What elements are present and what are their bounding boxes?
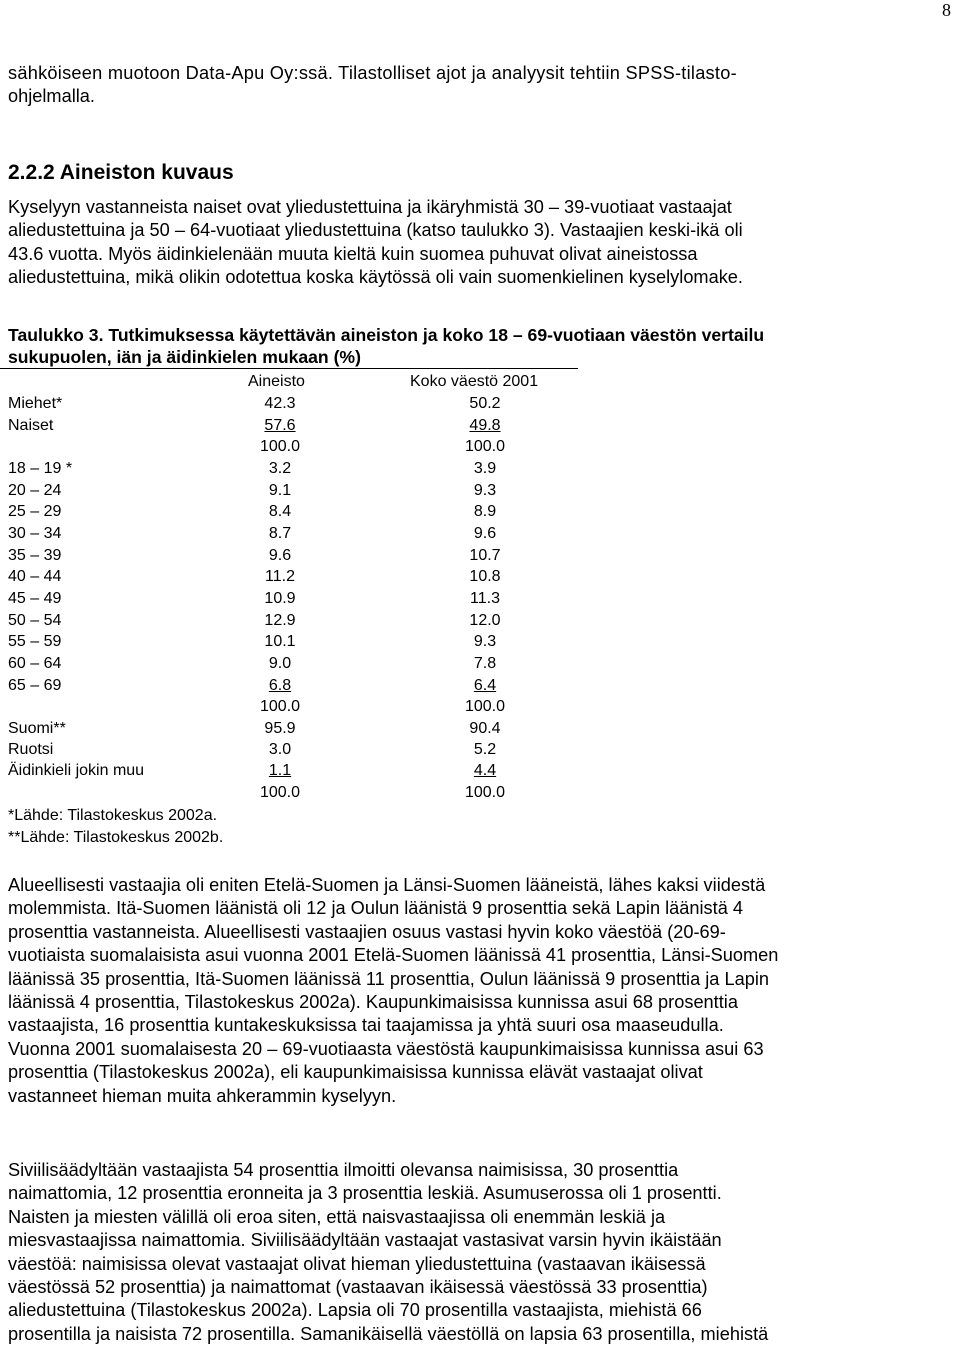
cell-vaesto: 12.0 [469, 612, 501, 629]
row-label: 35 – 39 [8, 547, 62, 564]
text-line: 43.6 vuotta. Myös äidinkielenään muuta kieltä kuin suomea puhuvat olivat aineistossa [8, 243, 698, 264]
text-line: vuotiaista suomalaisista asui vuonna 2001 Etelä-Suomen läänissä 41 prosenttia, Länsi-Suomen [8, 945, 779, 966]
row-label: 50 – 54 [8, 612, 62, 629]
row-label: 60 – 64 [8, 655, 62, 672]
cell-aineisto: 8.7 [268, 525, 292, 542]
cell-aineisto: 100.0 [259, 438, 301, 455]
cell-aineisto: 9.6 [268, 547, 292, 564]
text-line: sähköiseen muotoon Data-Apu Oy:ssä. Tilastolliset ajot ja analyysit tehtiin SPSS-tilasto- [8, 63, 737, 83]
row-label: 65 – 69 [8, 677, 62, 694]
text-line: prosentilla ja naisista 72 prosentilla. Samanikäisellä väestöllä on lapsia 63 prosentilla, miehistä [8, 1323, 769, 1344]
cell-value: 6.4 [473, 677, 497, 694]
row-label: 25 – 29 [8, 503, 62, 520]
text-line: ohjelmalla. [8, 86, 95, 107]
cell-aineisto: 12.9 [264, 612, 296, 629]
text-line: aliedustettuina (Tilastokeskus 2002a). Lapsia oli 70 prosentilla vastaajista, miehistä 66 [8, 1300, 702, 1321]
text-line: molemmista. Itä-Suomen läänistä oli 12 ja Oulun läänistä 9 prosenttia sekä Lapin läänistä 4 [8, 898, 743, 919]
header-koko-vaesto: Koko väestö 2001 [410, 373, 539, 390]
regional-paragraph [8, 874, 960, 1108]
cell-value: 57.6 [264, 417, 296, 434]
cell-vaesto [453, 675, 517, 696]
section-heading: 2.2.2 Aineiston kuvaus [8, 161, 234, 184]
cell-vaesto: 90.4 [469, 720, 501, 737]
cell-aineisto: 11.2 [265, 568, 295, 585]
cell-vaesto: 3.9 [473, 460, 497, 477]
cell-value: 49.8 [469, 417, 501, 434]
row-label: 40 – 44 [8, 568, 62, 585]
cell-vaesto: 100.0 [464, 784, 506, 801]
marital-paragraph [8, 1159, 960, 1346]
text-line: väestössä 52 prosenttia) ja naimattomat (vastaavan ikäisessä väestössä 33 prosenttia) [8, 1277, 708, 1298]
cell-value: 4.4 [473, 762, 497, 779]
cell-vaesto: 5.2 [473, 741, 497, 758]
text-line: Naisten ja miesten välillä oli eroa siten, että naisvastaajissa oli enemmän leskiä ja [8, 1206, 666, 1227]
text-line: naimattomia, 12 prosenttia eronneita ja 3 prosenttia leskiä. Asumuserossa oli 1 prosentti. [8, 1183, 722, 1204]
row-label: 45 – 49 [8, 590, 62, 607]
intro-paragraph [8, 62, 960, 109]
section-paragraph [8, 196, 960, 290]
cell-aineisto: 95.9 [264, 720, 296, 737]
cell-vaesto: 8.9 [473, 503, 497, 520]
row-label: Äidinkieli jokin muu [8, 762, 145, 779]
cell-vaesto: 100.0 [464, 438, 506, 455]
text-line: Alueellisesti vastaajia oli eniten Etelä-Suomen ja Länsi-Suomen lääneistä, lähes kaksi viidestä [8, 875, 766, 895]
table-top-rule [0, 368, 578, 369]
cell-aineisto: 9.1 [268, 482, 292, 499]
cell-aineisto: 100.0 [259, 784, 301, 801]
cell-vaesto: 9.3 [473, 482, 497, 499]
table-caption [8, 324, 960, 369]
cell-vaesto: 10.8 [469, 568, 501, 585]
text-line: aliedustettuina ja 50 – 64-vuotiaat yliedustettuina (katso taulukko 3). Vastaajien keski-ikä oli [8, 220, 743, 241]
caption-line: sukupuolen, iän ja äidinkielen mukaan (%) [8, 347, 361, 368]
cell-aineisto: 3.0 [268, 741, 292, 758]
cell-aineisto: 10.9 [264, 590, 296, 607]
cell-value: 6.8 [268, 677, 292, 694]
text-line: Kyselyyn vastanneista naiset ovat yliedustettuina ja ikäryhmistä 30 – 39-vuotiaat vastaajat [8, 197, 732, 217]
text-line: Siviilisäädyltään vastaajista 54 prosenttia ilmoitti olevansa naimisissa, 30 prosenttia [8, 1160, 679, 1180]
row-label: Ruotsi [8, 741, 54, 758]
text-line: miesvastaajissa naimattomia. Siviilisäädyltään vastaajat vastasivat varsin hyvin ikäistään [8, 1230, 722, 1251]
table-source-1: *Lähde: Tilastokeskus 2002a. [8, 807, 218, 824]
text-line: vastaajista, 16 prosenttia kuntakeskuksissa tai taajamissa ja yhtä suuri osa maaseudulla. [8, 1015, 724, 1036]
cell-value: 1.1 [268, 762, 292, 779]
cell-vaesto: 11.3 [470, 590, 500, 607]
cell-aineisto [248, 415, 312, 436]
text-line: prosenttia vastanneista. Alueellisesti vastaajien osuus vastasi hyvin koko väestöä (20-69- [8, 921, 726, 942]
table-source-2: **Lähde: Tilastokeskus 2002b. [8, 829, 224, 846]
page-number: 8 [942, 0, 951, 20]
cell-vaesto: 9.6 [473, 525, 497, 542]
text-line: prosenttia (Tilastokeskus 2002a), eli kaupunkimaisissa kunnissa elävät vastaajat olivat [8, 1062, 703, 1083]
cell-vaesto: 10.7 [469, 547, 501, 564]
cell-aineisto: 10.1 [264, 633, 296, 650]
caption-line: Taulukko 3. Tutkimuksessa käytettävän aineiston ja koko 18 – 69-vuotiaan väestön vertailu [8, 325, 765, 345]
row-label: Suomi** [8, 720, 66, 737]
row-label: 20 – 24 [8, 482, 62, 499]
text-line: väestöä: naimisissa olevat vastaajat olivat hieman yliedustettuina (vastaavan ikäisessä [8, 1253, 706, 1274]
row-label: 30 – 34 [8, 525, 62, 542]
cell-vaesto [453, 760, 517, 781]
cell-vaesto: 9.3 [473, 633, 497, 650]
cell-vaesto: 100.0 [464, 698, 506, 715]
cell-aineisto: 42.3 [264, 395, 296, 412]
cell-aineisto: 8.4 [268, 503, 292, 520]
cell-aineisto: 9.0 [268, 655, 292, 672]
text-line: vastanneet hieman muita ahkerammin kyselyyn. [8, 1085, 397, 1106]
cell-aineisto [248, 675, 312, 696]
text-line: läänissä 4 prosenttia, Tilastokeskus 2002a). Kaupunkimaisissa kunnissa asui 68 prosenttia [8, 992, 738, 1013]
text-line: aliedustettuina, mikä olikin odotettua koska käytössä oli vain suomenkielinen kyselylomake. [8, 267, 743, 288]
cell-aineisto: 100.0 [259, 698, 301, 715]
cell-aineisto [248, 760, 312, 781]
row-label: 18 – 19 * [8, 460, 73, 477]
header-aineisto: Aineisto [248, 373, 305, 390]
cell-vaesto [453, 415, 517, 436]
row-label: Naiset [8, 417, 54, 434]
cell-aineisto: 3.2 [268, 460, 292, 477]
row-label: Miehet* [8, 395, 63, 412]
cell-vaesto: 7.8 [473, 655, 497, 672]
row-label: 55 – 59 [8, 633, 62, 650]
text-line: Vuonna 2001 suomalaisesta 20 – 69-vuotiaasta väestöstä kaupunkimaisissa kunnissa asui 63 [8, 1038, 764, 1059]
text-line: läänissä 35 prosenttia, Itä-Suomen läänissä 11 prosenttia, Oulun läänissä 9 prosenttia ja Lapin [8, 968, 769, 989]
cell-vaesto: 50.2 [469, 395, 501, 412]
